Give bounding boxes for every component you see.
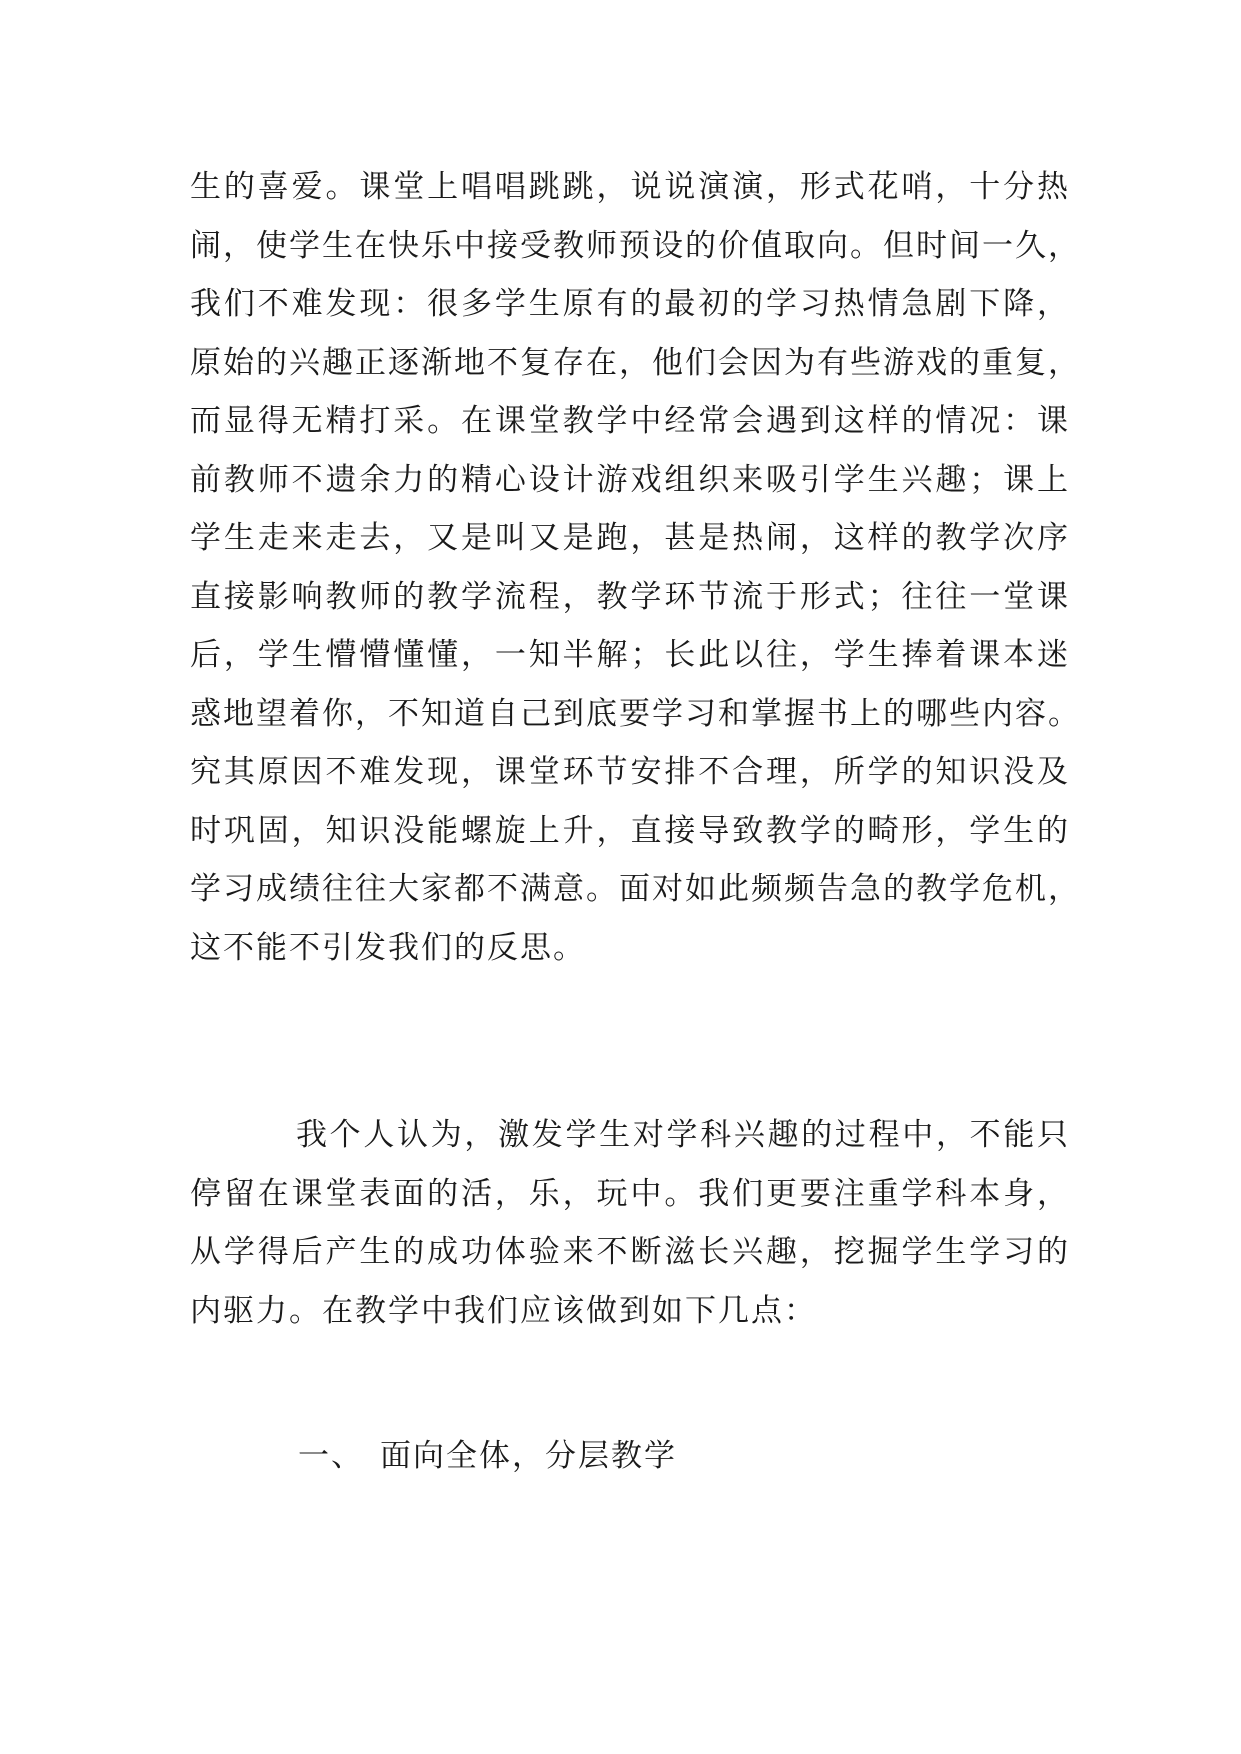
paragraph-line: 而显得无精打采。在课堂教学中经常会遇到这样的情况：课 [190,403,1070,439]
paragraph-line: 前教师不遗余力的精心设计游戏组织来吸引学生兴趣；课上 [190,461,1070,498]
paragraph-line: 惑地望着你，不知道自己到底要学习和掌握书上的哪些内容。 [190,695,1081,732]
paragraph-line: 直接影响教师的教学流程，教学环节流于形式；往往一堂课 [190,578,1070,615]
section-heading [298,1427,677,1485]
paragraph-line: 内驱力。在教学中我们应该做到如下几点： [190,1292,817,1329]
paragraph-line: 学生走来走去，又是叫又是跑，甚是热闹，这样的教学次序 [190,520,1070,556]
section-title: 面向全体，分层教学 [380,1438,677,1474]
paragraph-line: 闹，使学生在快乐中接受教师预设的价值取向。但时间一久， [190,227,1081,264]
paragraph-personal-view [190,1106,1070,1340]
paragraph-line: 原始的兴趣正逐渐地不复存在，他们会因为有些游戏的重复， [190,344,1081,381]
paragraph-classroom-problems [190,158,1081,977]
paragraph-line: 生的喜爱。课堂上唱唱跳跳，说说演演，形式花哨，十分热 [190,169,1070,205]
paragraph-line: 究其原因不难发现，课堂环节安排不合理，所学的知识没及 [190,754,1070,790]
section-number: 一、 [298,1438,364,1474]
paragraph-line: 停留在课堂表面的活，乐，玩中。我们更要注重学科本身， [190,1175,1070,1212]
paragraph-line: 我个人认为，激发学生对学科兴趣的过程中，不能只 [296,1117,1070,1153]
paragraph-line: 学习成绩往往大家都不满意。面对如此频频告急的教学危机， [190,871,1081,907]
paragraph-line: 后，学生懵懵懂懂，一知半解；长此以往，学生捧着课本迷 [190,637,1070,673]
paragraph-line: 这不能不引发我们的反思。 [190,929,586,966]
paragraph-line: 我们不难发现：很多学生原有的最初的学习热情急剧下降， [190,286,1070,322]
paragraph-line: 时巩固，知识没能螺旋上升，直接导致教学的畸形，学生的 [190,812,1070,849]
paragraph-line: 从学得后产生的成功体验来不断滋长兴趣，挖掘学生学习的 [190,1234,1070,1270]
